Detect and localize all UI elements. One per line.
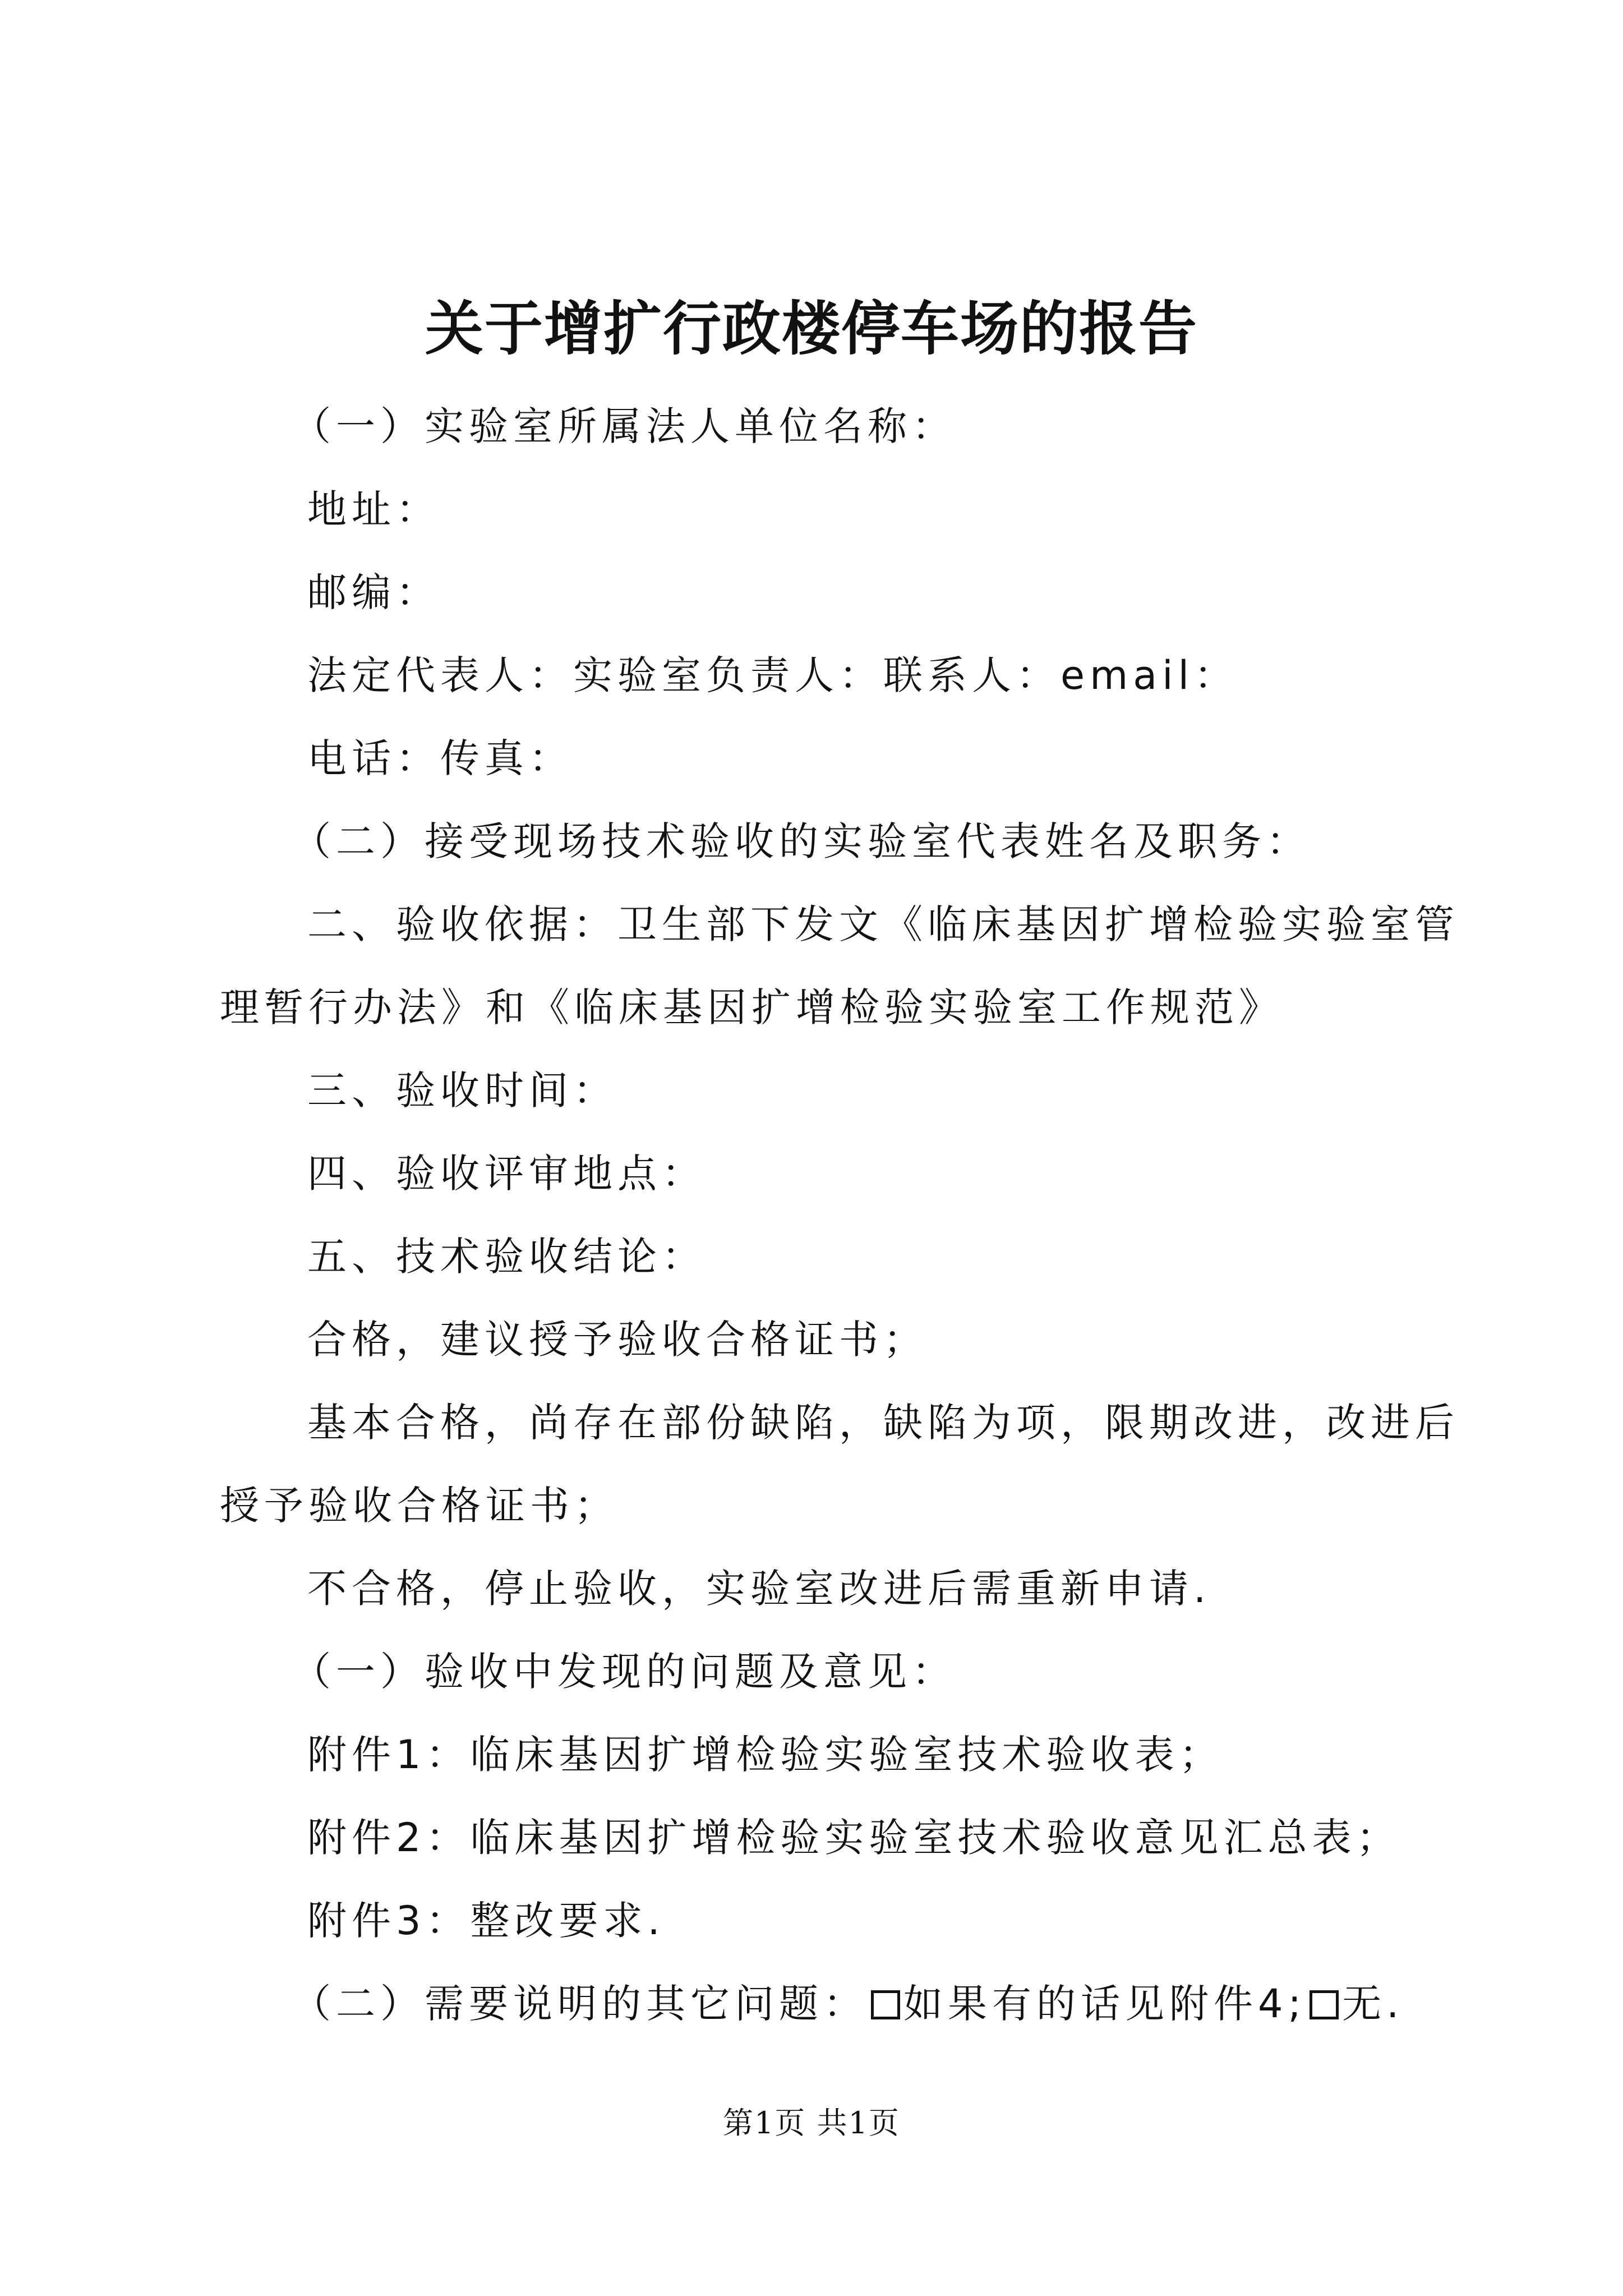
paragraph-acceptance-basis-continued: 理暂行办法》和《临床基因扩增检验实验室工作规范》 <box>220 984 1283 1030</box>
paragraph-basically-qualified-continued: 授予验收合格证书； <box>220 1483 619 1529</box>
document-body <box>0 385 1623 2045</box>
paragraph-qualified: 合格，建议授予验收合格证书； <box>307 1317 928 1363</box>
checkbox-icon <box>1310 1990 1339 2019</box>
other-issues-label: （二）需要说明的其它问题： <box>292 1981 868 2027</box>
paragraph-attachment-2: 附件2：临床基因扩增检验实验室技术验收意见汇总表； <box>307 1815 1401 1861</box>
paragraph-address: 地址： <box>307 486 440 532</box>
document-title: 关于增扩行政楼停车场的报告 <box>425 294 1198 363</box>
paragraph-other-issues <box>0 1962 1623 2045</box>
paragraph-attachment-1: 附件1：临床基因扩增检验实验室技术验收表； <box>307 1732 1224 1778</box>
paragraph-review-location: 四、验收评审地点： <box>307 1151 706 1197</box>
paragraph-conclusion-heading: 五、技术验收结论： <box>307 1234 706 1280</box>
paragraph-acceptance-basis: 二、验收依据：卫生部下发文《临床基因扩增检验实验室管 <box>307 901 1459 947</box>
paragraph-phone-fax: 电话：传真： <box>307 735 573 781</box>
option-attachment-4-label: 如果有的话见附件4; <box>903 1981 1307 2027</box>
paragraph-attachment-3: 附件3：整改要求. <box>307 1898 665 1944</box>
paragraph-basically-qualified: 基本合格，尚存在部份缺陷，缺陷为项，限期改进，改进后 <box>307 1400 1459 1446</box>
paragraph-postcode: 邮编： <box>307 569 440 615</box>
option-none-label: 无. <box>1342 1981 1404 2027</box>
paragraph-lab-representative: （二）接受现场技术验收的实验室代表姓名及职务： <box>292 818 1311 864</box>
paragraph-acceptance-time: 三、验收时间： <box>307 1068 617 1114</box>
checkbox-icon <box>871 1990 900 2019</box>
paragraph-lab-legal-entity: （一）实验室所属法人单位名称： <box>292 403 956 449</box>
paragraph-issues-found: （一）验收中发现的问题及意见： <box>292 1649 956 1695</box>
paragraph-contacts: 法定代表人：实验室负责人：联系人：email： <box>307 652 1239 698</box>
page-footer: 第1页 共1页 <box>723 2105 900 2141</box>
paragraph-unqualified: 不合格，停止验收，实验室改进后需重新申请. <box>307 1566 1211 1612</box>
